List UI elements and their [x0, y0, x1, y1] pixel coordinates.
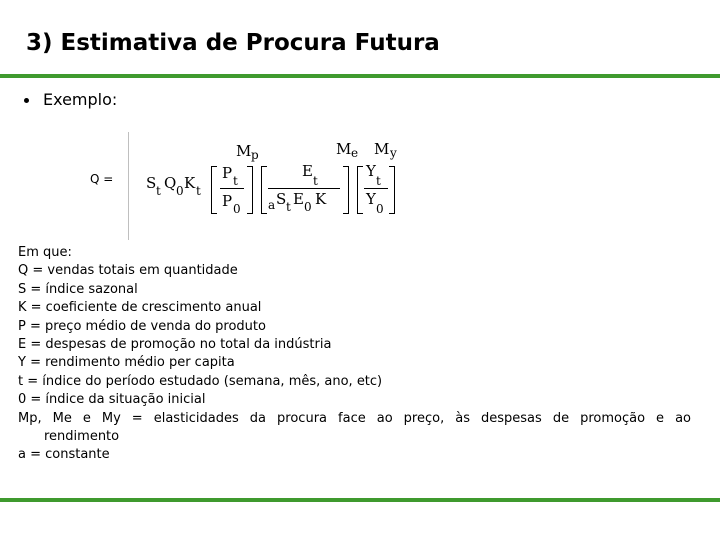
formula-p-den: P	[222, 192, 233, 210]
formula-paren-right-1	[247, 166, 253, 214]
formula-s-sub: t	[156, 184, 161, 198]
definition-constant: a = constante	[18, 447, 110, 463]
formula-k: K	[184, 174, 196, 192]
formula-paren-right-2	[343, 166, 349, 214]
definition-line: E = despesas de promoção no total da indústria	[18, 337, 332, 353]
formula-k2: K	[315, 190, 327, 208]
definition-elasticities: Mp, Me e My = elasticidades da procura face ao preço, às despesas de promoção e ao	[18, 410, 691, 426]
formula-p-den-sub: 0	[233, 202, 241, 216]
formula-exp-me-sub: e	[351, 146, 359, 160]
definition-elasticities-cont: rendimento	[44, 429, 120, 445]
formula-y-num: Y	[366, 162, 376, 180]
formula-paren-right-3	[389, 166, 395, 214]
formula-exp-my-sub: y	[390, 146, 397, 160]
formula-paren-left-2	[261, 166, 267, 214]
formula-fraction-bar-y	[364, 188, 388, 189]
formula-fraction-bar-p	[220, 188, 244, 189]
formula-e-num-sub: t	[313, 174, 318, 188]
bullet-label: Exemplo:	[43, 90, 118, 109]
formula-image	[80, 132, 420, 240]
formula-y-num-sub: t	[376, 174, 381, 188]
formula-p-num: P	[222, 164, 233, 182]
definition-line: 0 = índice da situação inicial	[18, 392, 206, 408]
definition-line: K = coeficiente de crescimento anual	[18, 300, 262, 316]
bullet-item	[24, 90, 117, 109]
title-divider	[0, 74, 720, 78]
formula-s2: S	[276, 190, 287, 208]
definition-line: t = índice do período estudado (semana, mês, ano, etc)	[18, 373, 383, 389]
formula-y-den-sub: 0	[376, 202, 384, 216]
definition-line: Q = vendas totais em quantidade	[18, 263, 238, 279]
formula-q: Q	[164, 174, 177, 192]
slide-title: 3) Estimativa de Procura Futura	[26, 30, 440, 56]
formula-e-den-sub: 0	[304, 200, 312, 214]
formula-border	[128, 132, 129, 240]
formula-q-sub: 0	[176, 184, 184, 198]
formula-lhs: Q =	[90, 172, 114, 186]
formula-exp-mp: M	[236, 142, 252, 160]
formula-a: a	[268, 198, 276, 212]
bullet-icon	[24, 98, 29, 103]
formula-paren-left-3	[357, 166, 363, 214]
formula-exp-my: M	[374, 140, 390, 158]
formula-e-num: E	[302, 162, 313, 180]
formula-exp-mp-sub: p	[251, 148, 259, 162]
formula-paren-left-1	[211, 166, 217, 214]
formula-s2-sub: t	[286, 200, 291, 214]
formula-k-sub: t	[196, 184, 201, 198]
formula-fraction-bar-e	[268, 188, 340, 189]
definition-line: S = índice sazonal	[18, 281, 138, 297]
formula-e-den: E	[293, 190, 304, 208]
definition-line: Y = rendimento médio per capita	[18, 355, 235, 371]
definition-line: P = preço médio de venda do produto	[18, 318, 266, 334]
formula-s: S	[146, 174, 157, 192]
definitions-block	[18, 244, 691, 465]
formula-y-den: Y	[366, 190, 376, 208]
footer-divider	[0, 498, 720, 502]
formula-exp-me: M	[336, 140, 352, 158]
formula-p-num-sub: t	[233, 174, 238, 188]
definitions-intro: Em que:	[18, 245, 72, 260]
